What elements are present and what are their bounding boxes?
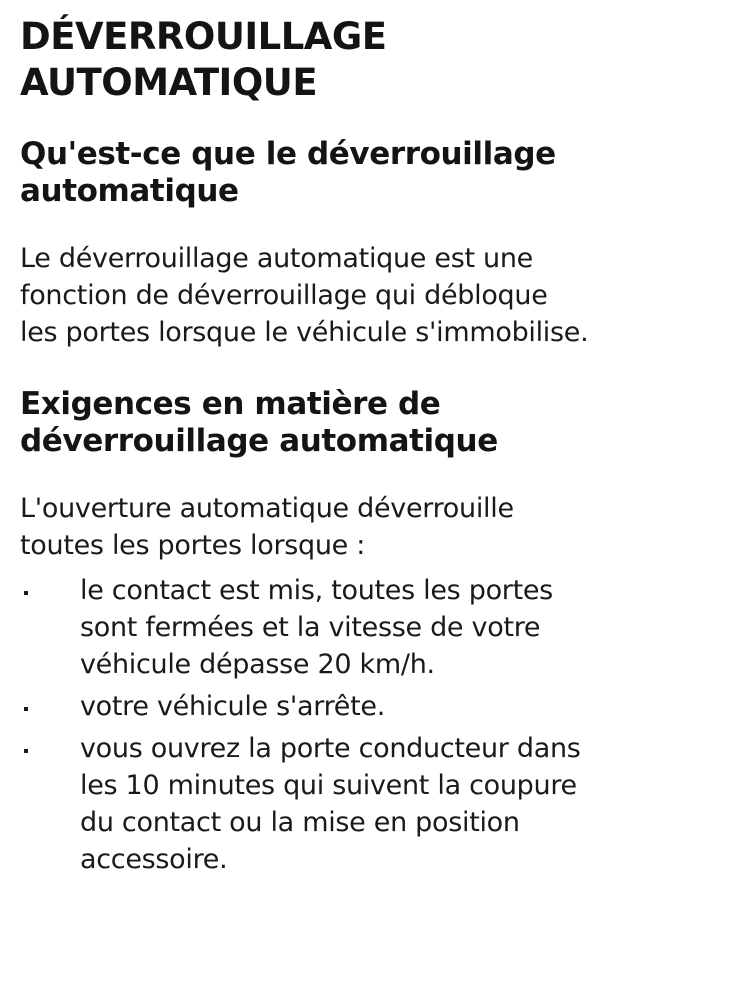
list-item-line: du contact ou la mise en position — [80, 807, 520, 838]
requirements-list — [20, 572, 720, 878]
paragraph-line: les portes lorsque le véhicule s'immobilise. — [20, 317, 589, 348]
list-item — [20, 730, 720, 878]
page-title — [20, 14, 720, 106]
section-heading — [20, 386, 720, 460]
list-item-line: les 10 minutes qui suivent la coupure — [80, 770, 577, 801]
section-heading-line: déverrouillage automatique — [20, 423, 498, 459]
list-item-line: vous ouvrez la porte conducteur dans — [80, 733, 581, 764]
section-paragraph — [20, 240, 720, 351]
section-heading-line: Qu'est-ce que le déverrouillage — [20, 136, 556, 172]
section-paragraph — [20, 490, 720, 564]
list-item-line: votre véhicule s'arrête. — [80, 691, 386, 722]
paragraph-line: toutes les portes lorsque : — [20, 530, 366, 561]
list-item-line: véhicule dépasse 20 km/h. — [80, 649, 435, 680]
paragraph-line: L'ouverture automatique déverrouille — [20, 493, 514, 524]
section-heading — [20, 136, 720, 210]
list-item — [20, 572, 720, 683]
section-what-is — [20, 136, 720, 351]
paragraph-line: fonction de déverrouillage qui débloque — [20, 280, 548, 311]
document-page — [20, 14, 720, 878]
list-item — [20, 688, 720, 725]
list-item-line: le contact est mis, toutes les portes — [80, 575, 553, 606]
page-title-line: AUTOMATIQUE — [20, 61, 318, 104]
section-requirements — [20, 386, 720, 878]
paragraph-line: Le déverrouillage automatique est une — [20, 243, 533, 274]
page-title-line: DÉVERROUILLAGE — [20, 15, 387, 58]
section-heading-line: automatique — [20, 173, 239, 209]
section-heading-line: Exigences en matière de — [20, 386, 441, 422]
list-item-line: sont fermées et la vitesse de votre — [80, 612, 541, 643]
list-item-line: accessoire. — [80, 844, 228, 875]
